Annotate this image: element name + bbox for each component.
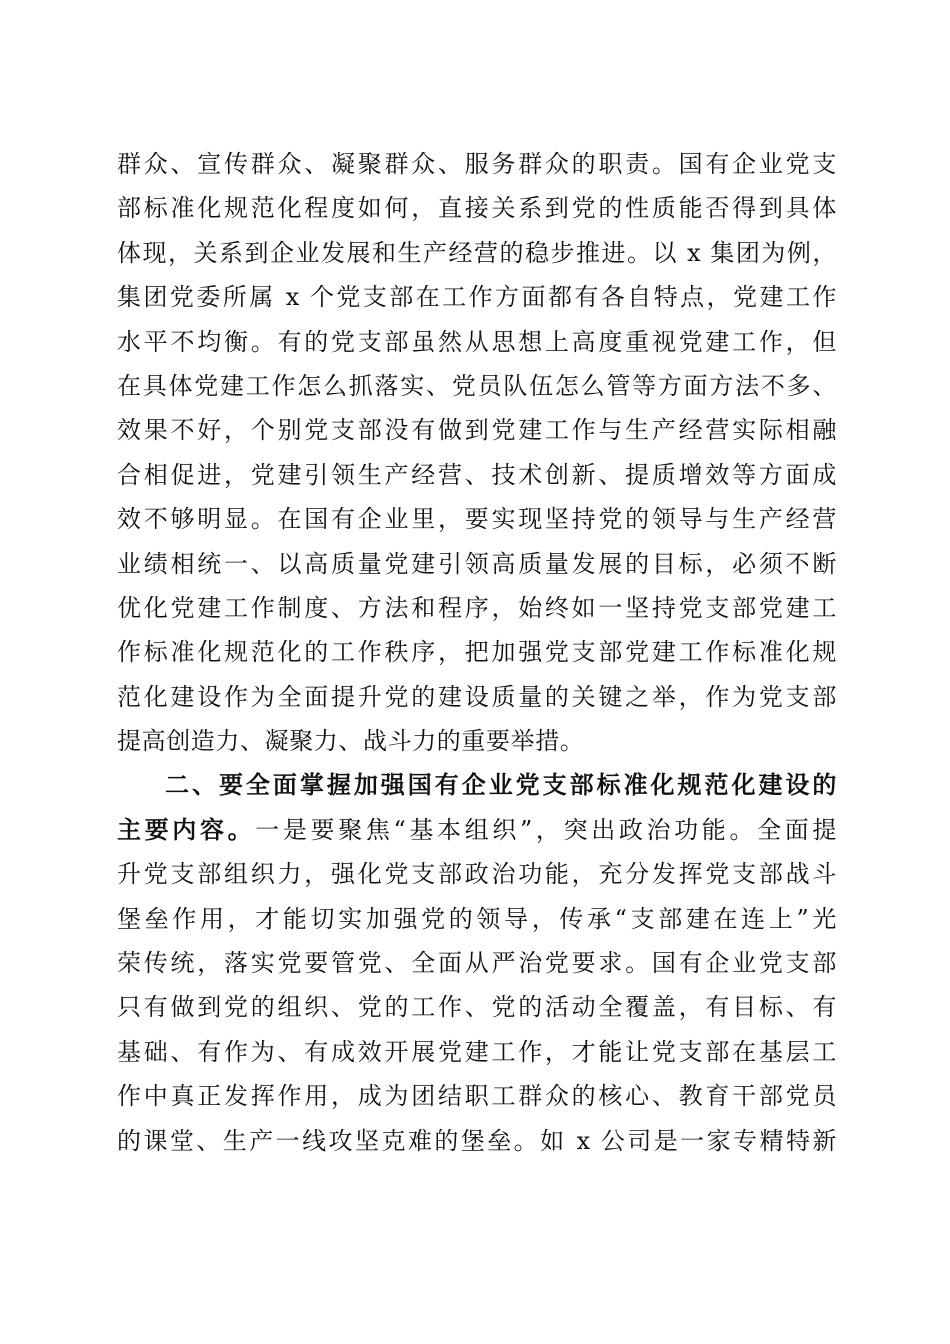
section-two	[117, 763, 837, 1163]
text-line: 荣传统，落实党要管党、全面从严治党要求。国有企业党支部	[117, 949, 837, 978]
paragraph-continuation	[117, 142, 837, 763]
text-line: 效不够明显。在国有企业里，要实现坚持党的领导与生产经营	[117, 505, 837, 534]
text-line: 升党支部组织力，强化党支部政治功能，充分发挥党支部战斗	[117, 860, 837, 889]
section-heading-continuation	[117, 808, 837, 852]
text-line: 作中真正发挥作用，成为团结职工群众的核心、教育干部党员	[117, 1082, 837, 1111]
text-line-last: 提高创造力、凝聚力、战斗力的重要举措。	[117, 727, 585, 756]
text-line: 作标准化规范化的工作秩序，把加强党支部党建工作标准化规	[117, 638, 837, 667]
section-lead-text: 一是要聚焦“基本组织”，突出政治功能。全面提	[255, 815, 837, 844]
text-line: 效果不好，个别党支部没有做到党建工作与生产经营实际相融	[117, 416, 837, 445]
text-line: 堡垒作用，才能切实加强党的领导，传承“支部建在连上”光	[117, 904, 837, 933]
text-line: 优化党建工作制度、方法和程序，始终如一坚持党支部党建工	[117, 593, 837, 622]
text-line: 的课堂、生产一线攻坚克难的堡垒。如 x 公司是一家专精特新	[117, 1126, 837, 1155]
text-line: 只有做到党的组织、党的工作、党的活动全覆盖，有目标、有	[117, 993, 837, 1022]
text-line: 范化建设作为全面提升党的建设质量的关键之举，作为党支部	[117, 682, 837, 711]
text-line: 部标准化规范化程度如何，直接关系到党的性质能否得到具体	[117, 194, 837, 223]
text-line: 基础、有作为、有成效开展党建工作，才能让党支部在基层工	[117, 1037, 837, 1066]
body-text	[117, 142, 837, 1163]
text-line: 合相促进，党建引领生产经营、技术创新、提质增效等方面成	[117, 460, 837, 489]
text-line: 业绩相统一、以高质量党建引领高质量发展的目标，必须不断	[117, 549, 837, 578]
text-line: 集团党委所属 x 个党支部在工作方面都有各自特点，党建工作	[117, 283, 837, 312]
text-line: 体现，关系到企业发展和生产经营的稳步推进。以 x 集团为例，	[117, 238, 837, 267]
section-heading: 二、要全面掌握加强国有企业党支部标准化规范化建设的	[165, 770, 837, 800]
section-heading-tail: 主要内容。	[117, 814, 256, 844]
text-line: 群众、宣传群众、凝聚群众、服务群众的职责。国有企业党支	[117, 150, 837, 178]
text-line: 水平不均衡。有的党支部虽然从思想上高度重视党建工作，但	[117, 327, 837, 356]
text-line: 在具体党建工作怎么抓落实、党员队伍怎么管等方面方法不多、	[117, 371, 837, 400]
